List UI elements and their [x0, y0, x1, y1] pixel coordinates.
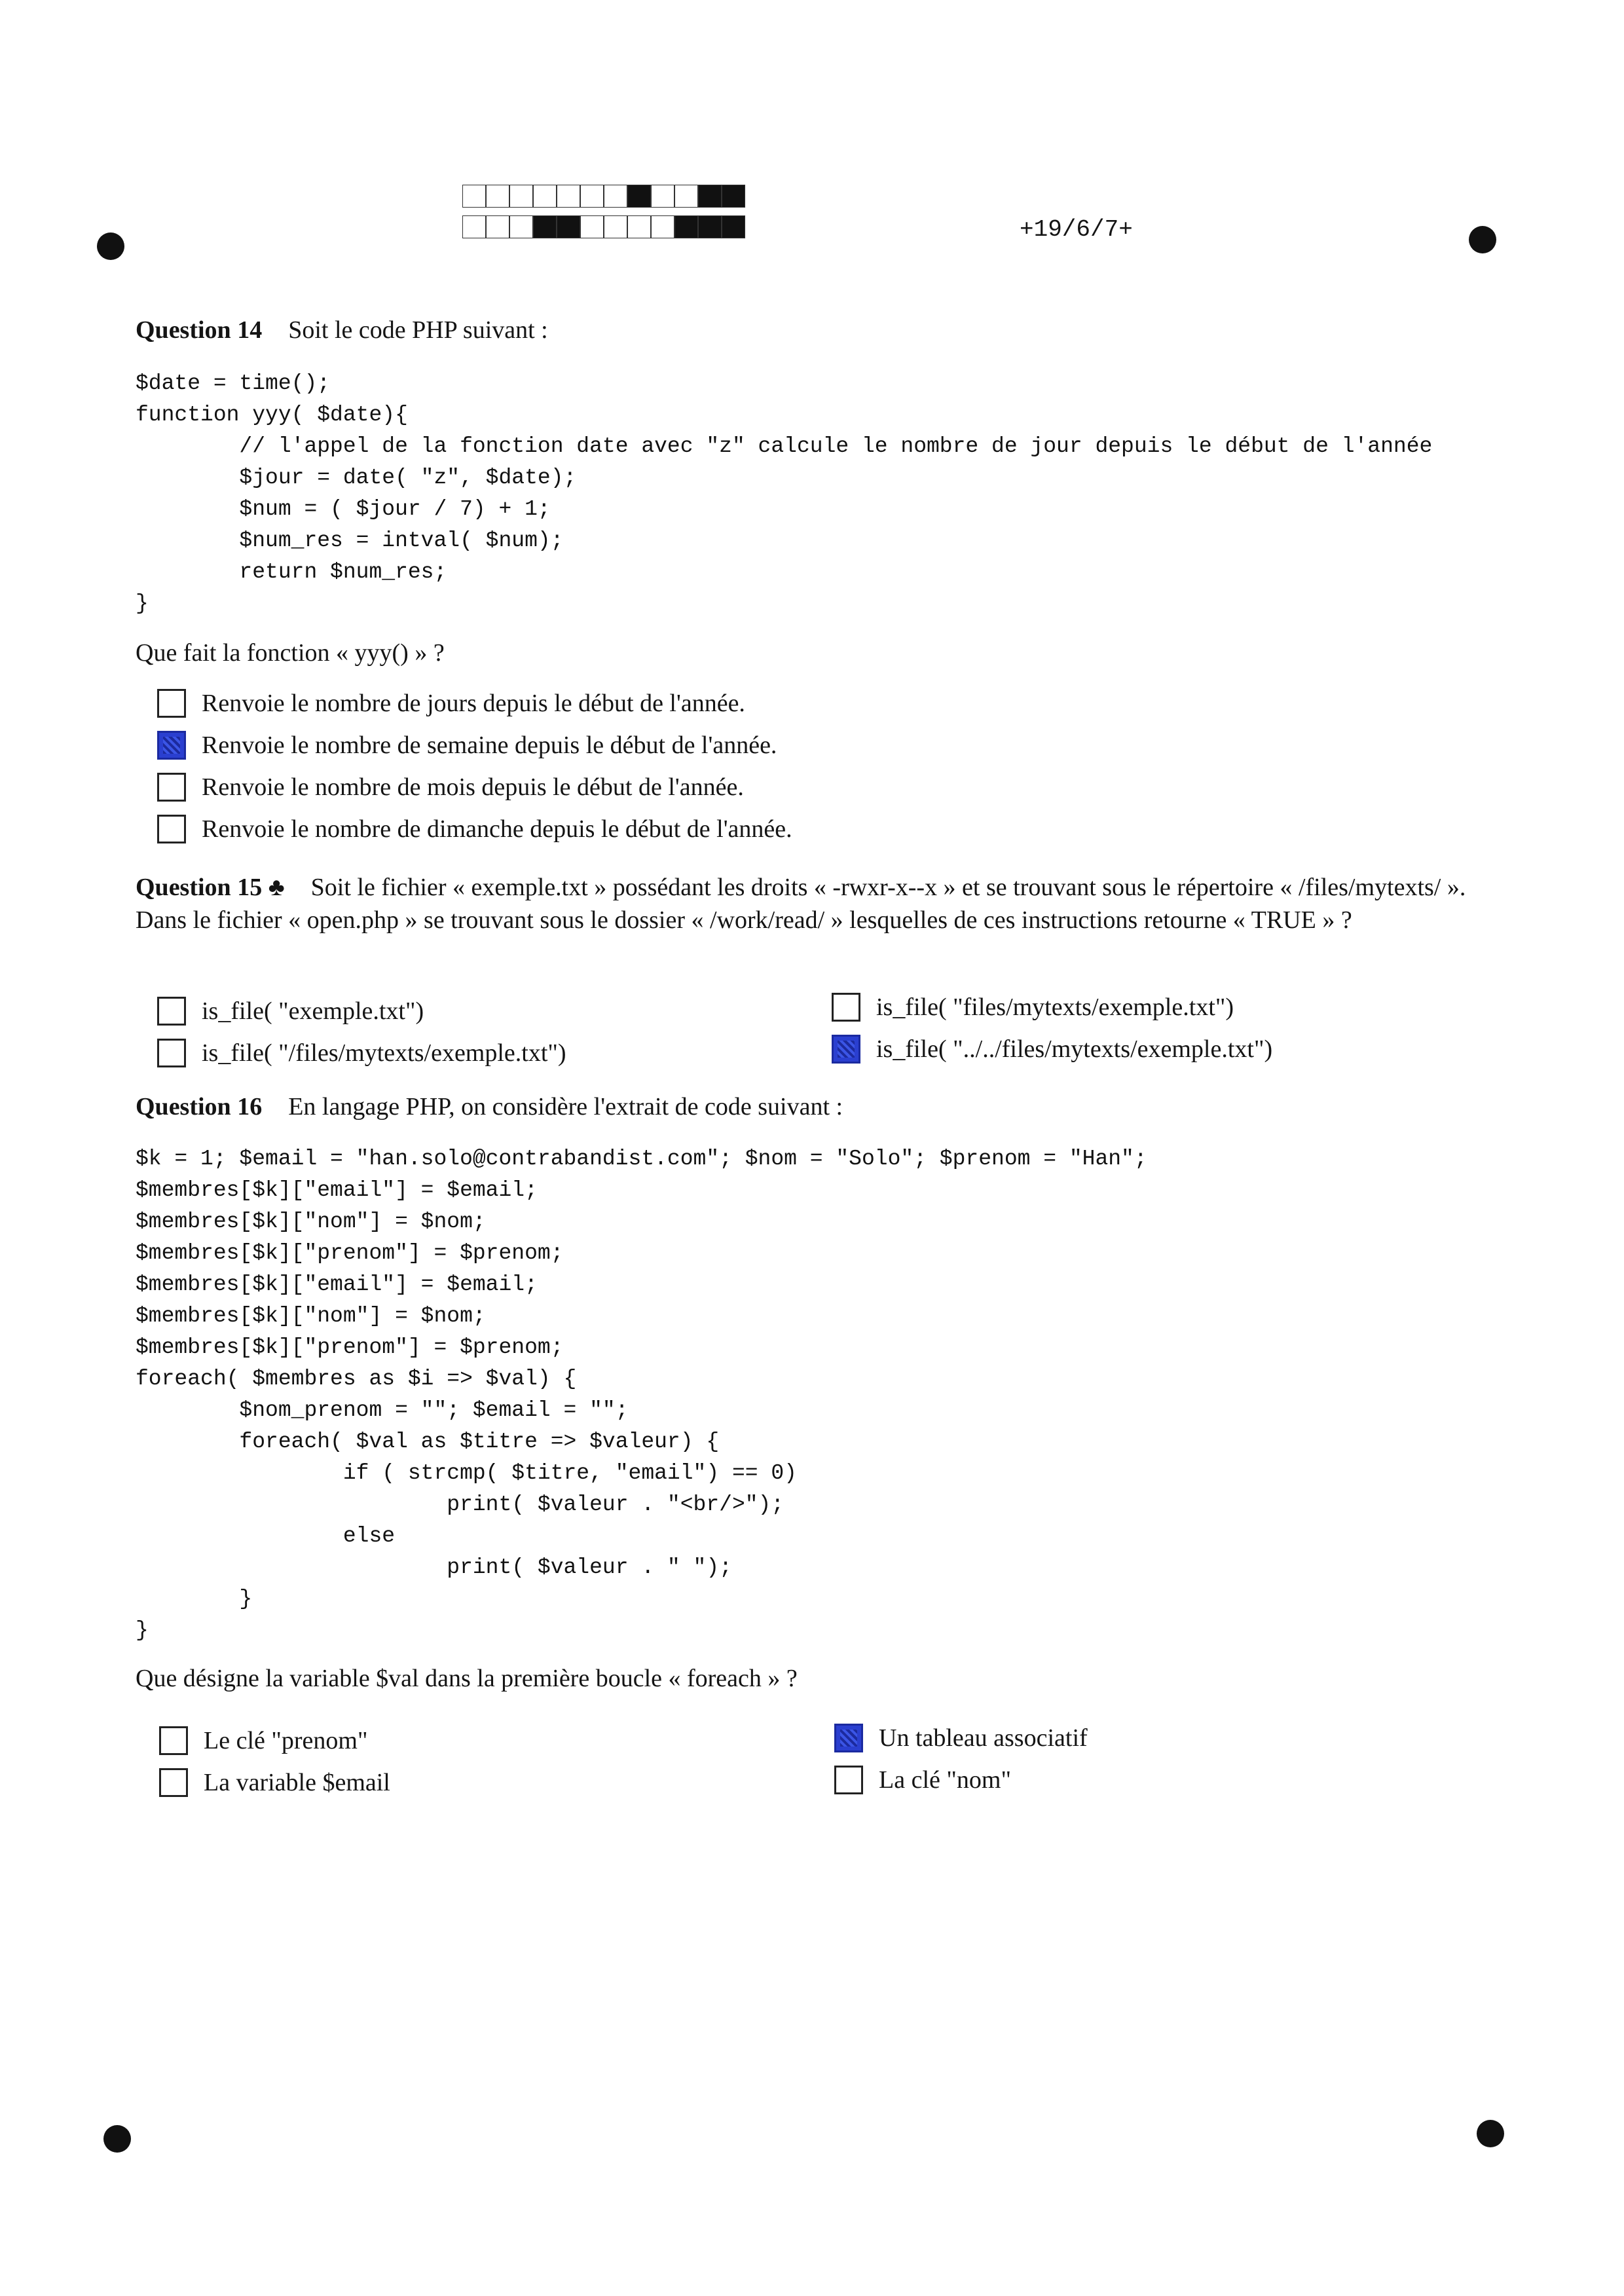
q15-choice-4[interactable] — [832, 1035, 1272, 1064]
q14-choice-2-label: Renvoie le nombre de semaine depuis le début de l'année. — [202, 731, 777, 759]
q16-checkbox-2[interactable] — [159, 1768, 188, 1797]
q14-checkbox-4[interactable] — [157, 815, 186, 843]
q16-checkbox-3[interactable] — [834, 1724, 863, 1752]
question-15-number: Question 15 ♣ — [136, 874, 285, 901]
registration-mark-top-left — [97, 232, 124, 260]
q16-choice-2-label: La variable $email — [204, 1769, 390, 1796]
question-15-text: Soit le fichier « exemple.txt » possédant les droits « -rwxr-x--x » et se trouvant sous le répertoire « /files/mytexts/ ». Dans le fichier « open.php » se trouvant sous le dossier « /work/read/ » lesquelles de ces instructions retourne « TRUE » ? — [136, 874, 1466, 934]
registration-mark-top-right — [1469, 226, 1496, 253]
q15-choice-1-label: is_file( "exemple.txt") — [202, 997, 424, 1025]
question-14-number: Question 14 — [136, 316, 263, 344]
q14-choice-4-label: Renvoie le nombre de dimanche depuis le début de l'année. — [202, 815, 792, 843]
question-14-title — [136, 316, 548, 344]
id-barcode-row-2 — [462, 215, 761, 240]
q14-checkbox-2[interactable] — [157, 731, 186, 760]
q16-checkbox-4[interactable] — [834, 1766, 863, 1794]
q15-choice-3-label: is_file( "files/mytexts/exemple.txt") — [876, 993, 1234, 1021]
q14-choice-3[interactable] — [157, 773, 744, 802]
question-15 — [136, 871, 1471, 936]
q16-choice-4-label: La clé "nom" — [879, 1766, 1011, 1794]
registration-mark-bottom-left — [103, 2125, 131, 2153]
q15-choice-2[interactable] — [157, 1039, 566, 1067]
question-16-number: Question 16 — [136, 1093, 263, 1120]
q16-choice-4[interactable] — [834, 1766, 1011, 1794]
q15-checkbox-4[interactable] — [832, 1035, 860, 1064]
q14-choice-1[interactable] — [157, 689, 745, 718]
q15-choice-4-label: is_file( "../../files/mytexts/exemple.txt") — [876, 1035, 1273, 1063]
q16-choice-3-label: Un tableau associatif — [879, 1724, 1088, 1752]
q16-choice-1-label: Le clé "prenom" — [204, 1727, 368, 1754]
q15-choice-2-label: is_file( "/files/mytexts/exemple.txt") — [202, 1039, 566, 1067]
question-16-intro: En langage PHP, on considère l'extrait de code suivant : — [288, 1093, 843, 1120]
id-barcode-row-1 — [462, 185, 761, 209]
q14-choice-3-label: Renvoie le nombre de mois depuis le début de l'année. — [202, 773, 744, 801]
sheet-id: +19/6/7+ — [1020, 216, 1133, 243]
q14-choice-1-label: Renvoie le nombre de jours depuis le début de l'année. — [202, 690, 745, 717]
q14-checkbox-1[interactable] — [157, 689, 186, 718]
q14-choice-4[interactable] — [157, 815, 792, 843]
q16-choice-1[interactable] — [159, 1726, 367, 1755]
registration-mark-bottom-right — [1477, 2120, 1504, 2147]
question-14-intro: Soit le code PHP suivant : — [288, 316, 548, 344]
question-16-prompt: Que désigne la variable $val dans la première boucle « foreach » ? — [136, 1665, 798, 1692]
q15-checkbox-2[interactable] — [157, 1039, 186, 1067]
q14-checkbox-3[interactable] — [157, 773, 186, 802]
q16-choice-2[interactable] — [159, 1768, 390, 1797]
question-16-title — [136, 1092, 843, 1121]
q15-checkbox-1[interactable] — [157, 997, 186, 1026]
question-14-code: $date = time(); function yyy( $date){ // l'appel de la fonction date avec "z" calcule le nombre de jour depuis le début de l'année $jour = date( "z", $date); $num = ( $jour / 7) + 1; $num_res = intval( $num); return $num_res; } — [136, 371, 1433, 616]
question-14-prompt: Que fait la fonction « yyy() » ? — [136, 639, 445, 667]
q16-choice-3[interactable] — [834, 1724, 1088, 1752]
q16-checkbox-1[interactable] — [159, 1726, 188, 1755]
q15-checkbox-3[interactable] — [832, 993, 860, 1022]
question-16-code: $k = 1; $email = "han.solo@contrabandist.com"; $nom = "Solo"; $prenom = "Han"; $membres[$k]["email"] = $email; $membres[$k]["nom"] = $nom; $membres[$k]["prenom"] = $prenom; $membres[$k]["email"] = $email; $membres[$k]["nom"] = $nom; $membres[$k]["prenom"] = $prenom; foreach( $membres as $i => $val) { $nom_prenom = ""; $email = ""; foreach( $val as $titre => $valeur) { if ( strcmp( $titre, "email") == 0) print( $valeur . "<br/>"); else print( $valeur . " "); } } — [136, 1147, 1147, 1642]
q15-choice-3[interactable] — [832, 993, 1234, 1022]
q15-choice-1[interactable] — [157, 997, 424, 1026]
q14-choice-2[interactable] — [157, 731, 777, 760]
